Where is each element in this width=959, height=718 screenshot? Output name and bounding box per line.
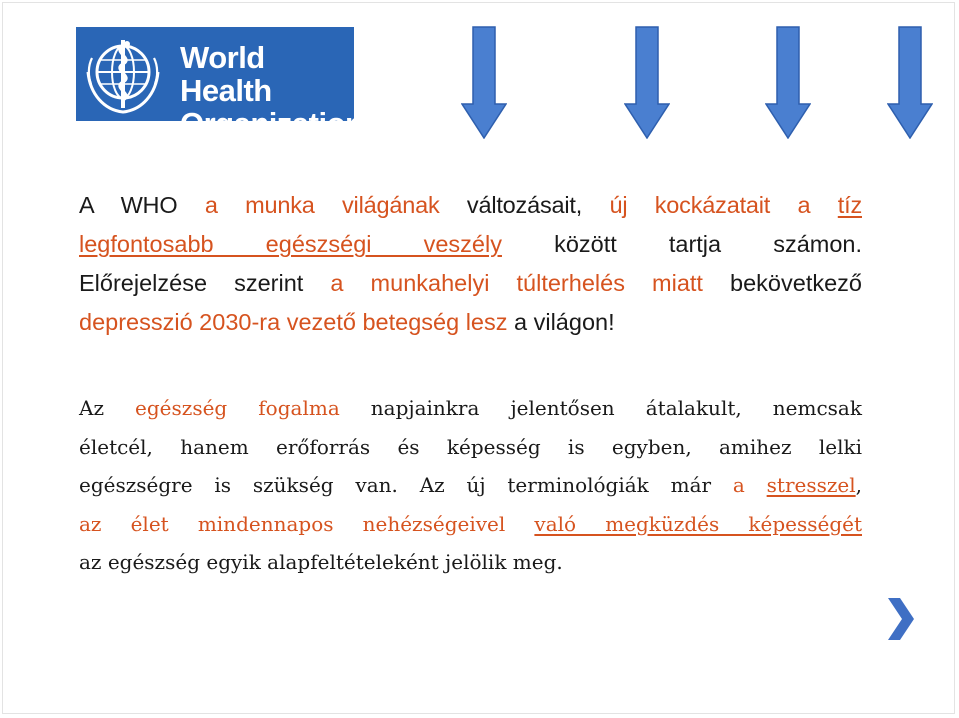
text-line: az élet mindennapos nehézségeivel való megküzdés képességét [79, 511, 862, 536]
chevron-right-icon [886, 596, 916, 642]
text-line: A WHO a munka világának változásait, új kockázatait a tíz [79, 192, 862, 218]
text-line: egészségre is szükség van. Az új terminológiák már a stresszel, [79, 473, 862, 497]
text-line: Előrejelzése szerint a munkahelyi túlterhelés miatt bekövetkező [79, 270, 862, 296]
arrow-down-icon [624, 26, 670, 139]
logo-line-2: Organization [180, 106, 364, 141]
paragraph-who [79, 186, 862, 342]
text-line: életcél, hanem erőforrás és képesség is egyben, amihez lelki [79, 434, 862, 459]
next-slide-button[interactable] [886, 596, 916, 642]
text-line: depresszió 2030-ra vezető betegség lesz a világon! [79, 309, 615, 335]
arrow-down-icon [765, 26, 811, 139]
text-line: az egészség egyik alapfeltételeként jelölik meg. [79, 550, 563, 574]
paragraph-health [79, 389, 862, 582]
text-line: legfontosabb egészségi veszély között tartja számon. [79, 231, 863, 257]
arrow-down-icon [887, 26, 933, 139]
who-emblem-icon [82, 32, 164, 116]
arrow-down-icon [461, 26, 507, 139]
text-line: Az egészség fogalma napjainkra jelentősen átalakult, nemcsak [79, 396, 862, 420]
who-logo [76, 27, 364, 141]
logo-line-1: World Health [180, 40, 272, 108]
